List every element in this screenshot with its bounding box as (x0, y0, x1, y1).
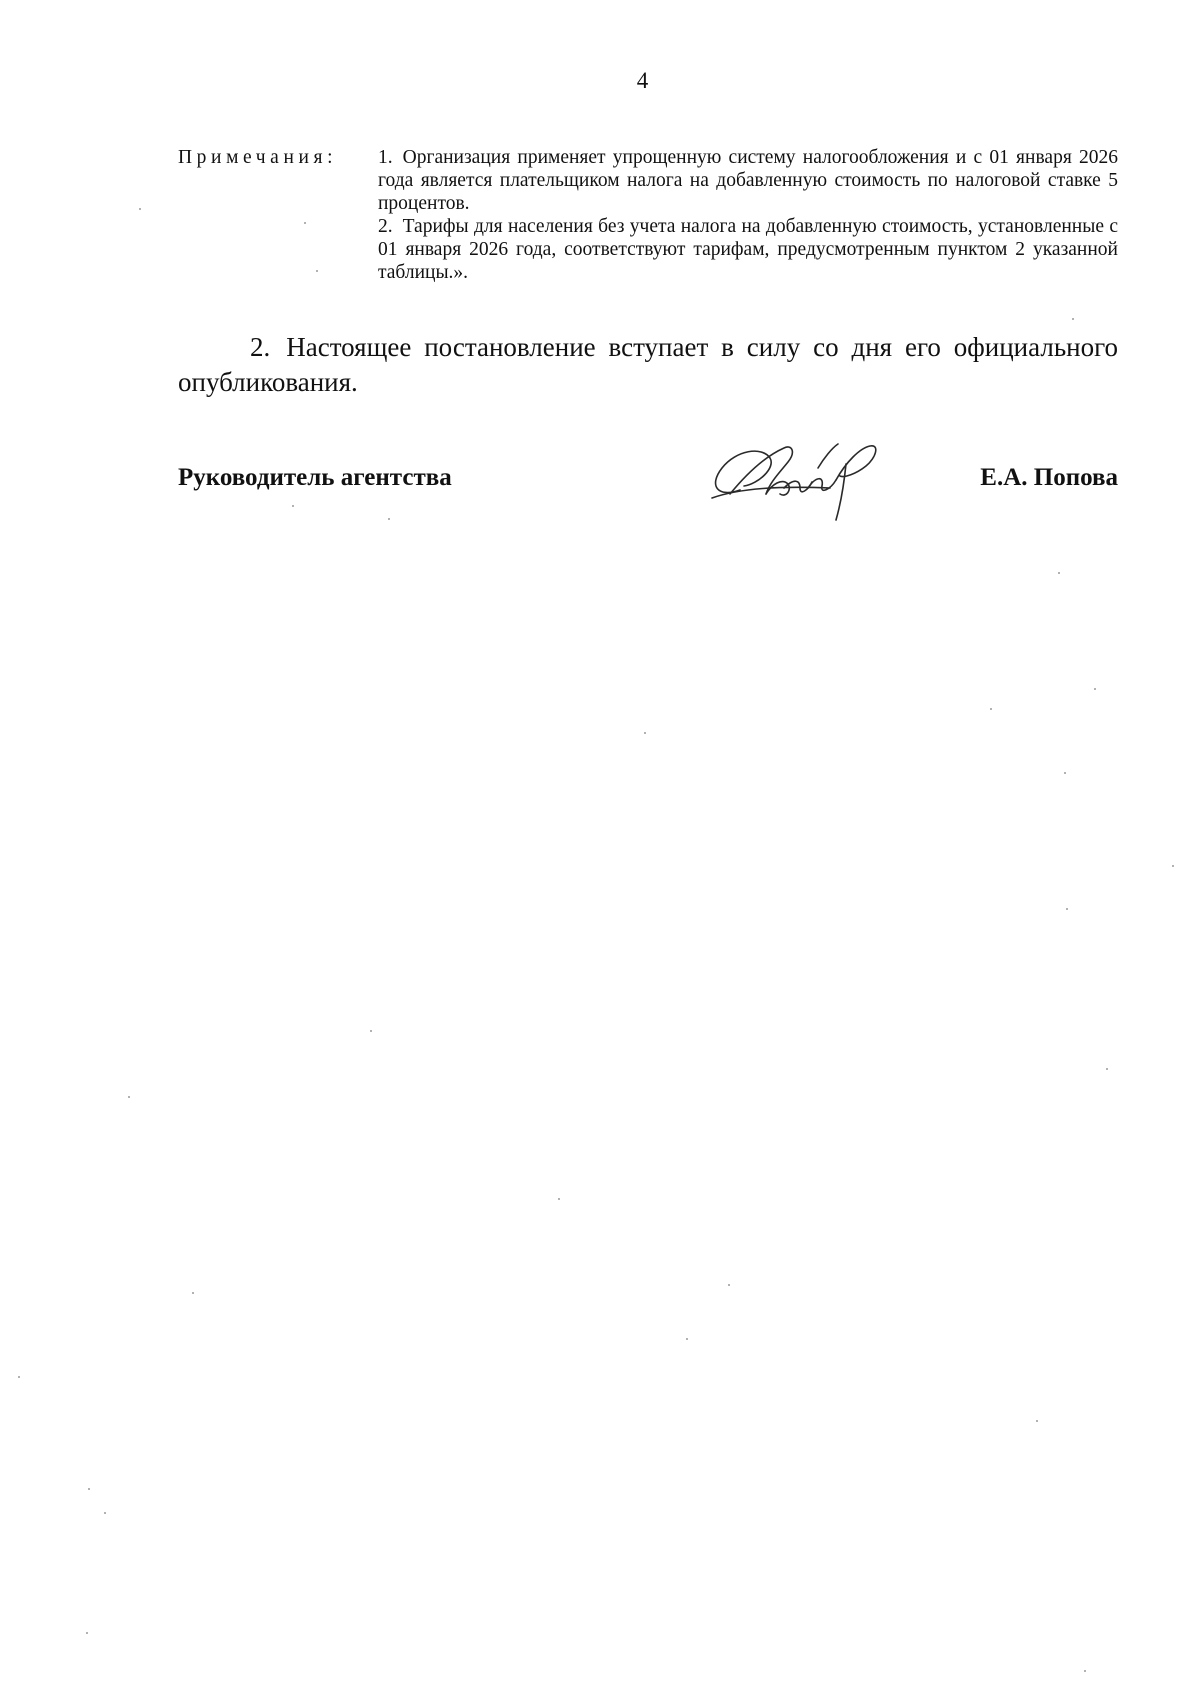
clause-paragraph (178, 330, 1118, 400)
note-text: Организация применяет упрощенную систему налогообложения и с 01 января 2026 года является плательщиком налога на добавленную стоимость по налоговой ставке 5 процентов. (378, 147, 1118, 214)
signatory-name: Е.А. Попова (980, 464, 1118, 491)
notes-section (178, 146, 1118, 284)
notes-list (378, 146, 1118, 284)
note-number: 2. (378, 216, 393, 237)
note-number: 1. (378, 147, 393, 168)
page-number: 4 (636, 68, 649, 93)
note-item (378, 215, 1118, 284)
note-item (378, 146, 1118, 215)
notes-label: Примечания: (178, 147, 338, 168)
clause-text: Настоящее постановление вступает в силу со дня его официального опубликования. (178, 332, 1118, 397)
handwritten-signature (700, 428, 910, 528)
signatory-title: Руководитель агентства (178, 464, 452, 491)
clause-number: 2. (250, 332, 271, 362)
note-text: Тарифы для населения без учета налога на добавленную стоимость, установленные с 01 января 2026 года, соответствуют тарифам, предусмотренным пунктом 2 указанной таблицы.». (378, 216, 1118, 283)
